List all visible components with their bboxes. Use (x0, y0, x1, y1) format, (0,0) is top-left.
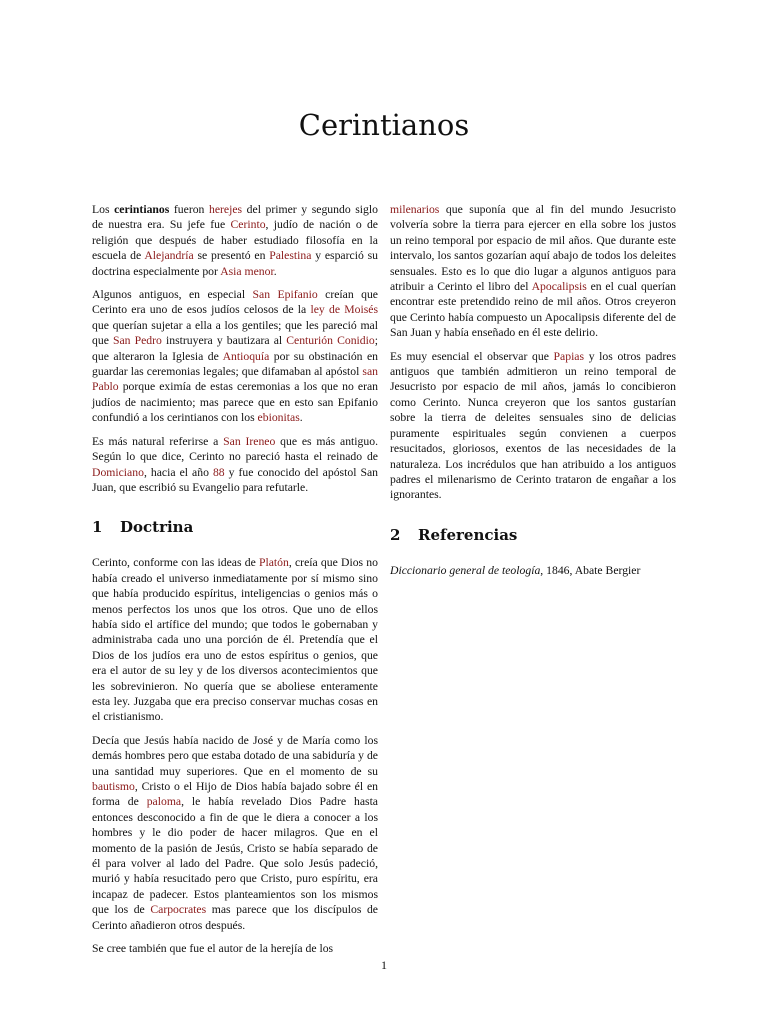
link-palestina[interactable]: Palestina (269, 249, 312, 263)
link-carpocrates[interactable]: Carpocrates (150, 903, 207, 917)
link-antioquia[interactable]: Antioquía (222, 349, 270, 363)
section-title: Doctrina (120, 518, 194, 537)
link-papias[interactable]: Papias (553, 349, 585, 363)
link-paloma[interactable]: paloma (146, 795, 182, 809)
link-ley-de-moises[interactable]: ley de Moisés (310, 303, 378, 317)
link-alejandria[interactable]: Alejandría (144, 249, 194, 263)
intro-paragraph-3: Es más natural referirse a San Ireneo que es más antiguo. Según lo que dice, Cerinto no pareció hasta el reinado de Domiciano, hacia el año 88 y fue conocido del apóstol San Juan, que escribió su Evangelio para refutarle. (92, 434, 379, 494)
doctrina-paragraph-3-continued: milenarios que suponía que al fin del mundo Jesucristo volvería sobre la tierra para ejercer en ella sobre los justos un reino temporal por espacio de mil años. Que durante este intervalo, los santos gozarían aquí abajo de todos los deleites sensuales. Esto es lo que dio lugar a algunos antiguos para atribuir a Cerinto el libro del Apocalipsis en el cual querían encontrar este pretendido reino de mil años. Otros creyeron que Cerinto había compuesto un Apocalipsis diferente del de San Juan y había enseñado en él este delirio. (390, 203, 676, 340)
right-column (390, 202, 676, 586)
link-apocalipsis[interactable]: Apocalipsis (531, 280, 587, 294)
reference-entry (390, 563, 676, 578)
reference-title: Diccionario general de teología (390, 563, 541, 577)
doctrina-paragraph-1: Cerinto, conforme con las ideas de Platón, creía que Dios no había creado el universo inmediatamente por sí mismo sino que había producido espíritus, inteligencias o genios más o menos perfectos los unos que los otros. Que uno de ellos había sido el artífice del mundo; que todos le gobernaban y administraba cada uno una porción de él. Pretendía que el Dios de los judíos era uno de estos espíritus o genios, que era el autor de su ley y de los diversos acontecimientos que les sobrevinieron. No quería que se aboliese enteramente esta ley. Juzgaba que era preciso conservar muchas cosas en el cristianismo. (92, 556, 378, 724)
intro-paragraph-2: Algunos antiguos, en especial San Epifanio creían que Cerinto era uno de esos judíos celosos de la ley de Moisés que querían sujetar a ella a los gentiles; que les pareció mal que San Pedro instruyera y bautizara al Centurión Conidio; que alteraron la Iglesia de Antioquía por su obstinación en guardar las ceremonias legales; que difamaban al apóstol san Pablo porque eximía de estas ceremonias a los que no eran judíos de nacimiento; mas parece que en esto san Epifanio confundió a los cerintianos con los ebionitas. (92, 288, 378, 425)
section-heading-doctrina (92, 517, 378, 537)
link-88[interactable]: 88 (212, 465, 225, 479)
article-subject: cerintianos (114, 203, 170, 216)
link-cerinto[interactable]: Cerinto (230, 218, 266, 232)
section-heading-referencias (390, 525, 676, 545)
link-herejes[interactable]: herejes (209, 203, 243, 216)
reference-details: , 1846, Abate Bergier (540, 563, 641, 577)
link-san-epifanio[interactable]: San Epifanio (252, 288, 318, 302)
section-number: 2 (390, 525, 401, 544)
link-domiciano[interactable]: Domiciano (92, 465, 144, 479)
link-ebionitas[interactable]: ebionitas (257, 411, 300, 425)
left-column (92, 202, 378, 964)
page-number: 1 (381, 958, 387, 972)
doctrina-paragraph-3-start: Se cree también que fue el autor de la herejía de los (92, 942, 334, 956)
link-san-pedro[interactable]: San Pedro (112, 334, 162, 348)
section-number: 1 (92, 518, 103, 537)
link-milenarios[interactable]: milenarios (390, 203, 440, 216)
doctrina-paragraph-2: Decía que Jesús había nacido de José y de María como los demás hombres pero que estaba dotado de una sabiduría y de una santidad muy superiores. Que en el momento de su bautismo, Cristo o el Hijo de Dios había bajado sobre él en forma de paloma, le había revelado Dios Padre hasta entonces desconocido a fin de que le diera a conocer a los hombres y le dio poder de hacer milagros. Que en el momento de la pasión de Jesús, Cristo se había separado de él para volver al lado del Padre. Que solo Jesús padeció, murió y había resucitado pero que Cristo, puro espíritu, era incapaz de padecer. Estos planteamientos son los mismos que los de Carpocrates mas parece que los discípulos de Cerinto añadieron otros después. (92, 733, 378, 932)
section-title: Referencias (418, 525, 518, 544)
link-san-pablo[interactable]: san Pablo (92, 365, 378, 394)
link-san-ireneo[interactable]: San Ireneo (223, 434, 276, 448)
intro-paragraph-1: Los cerintianos fueron herejes del primer y segundo siglo de nuestra era. Su jefe fue Cerinto, judío de nación o de religión que después de haber estudiado filosofía en la escuela de Alejandría se presentó en Palestina y esparció su doctrina especialmente por Asia menor. (92, 203, 378, 278)
link-platon[interactable]: Platón (258, 556, 289, 570)
link-asia-menor[interactable]: Asia menor (220, 264, 274, 278)
link-bautismo[interactable]: bautismo (92, 780, 135, 793)
doctrina-paragraph-4: Es muy esencial el observar que Papias y los otros padres antiguos que también admitieron un reino temporal de Jesucristo por espacio de mil años, jamás lo concibieron como Cerinto. Nunca creyeron que los santos gustarían sobre la tierra de deleites sensuales sino de delicias puramente espirituales según convienen a cuerpos resucitados, gloriosos, exentos de las necesidades de la naturaleza. Los incrédulos que han atribuido a los antiguos padres el milenarismo de Cerinto trataron de engañar a los ignorantes. (390, 349, 676, 502)
page-title: Cerintianos (298, 108, 470, 142)
link-centurion-conidio[interactable]: Centurión Conidio (286, 334, 375, 348)
